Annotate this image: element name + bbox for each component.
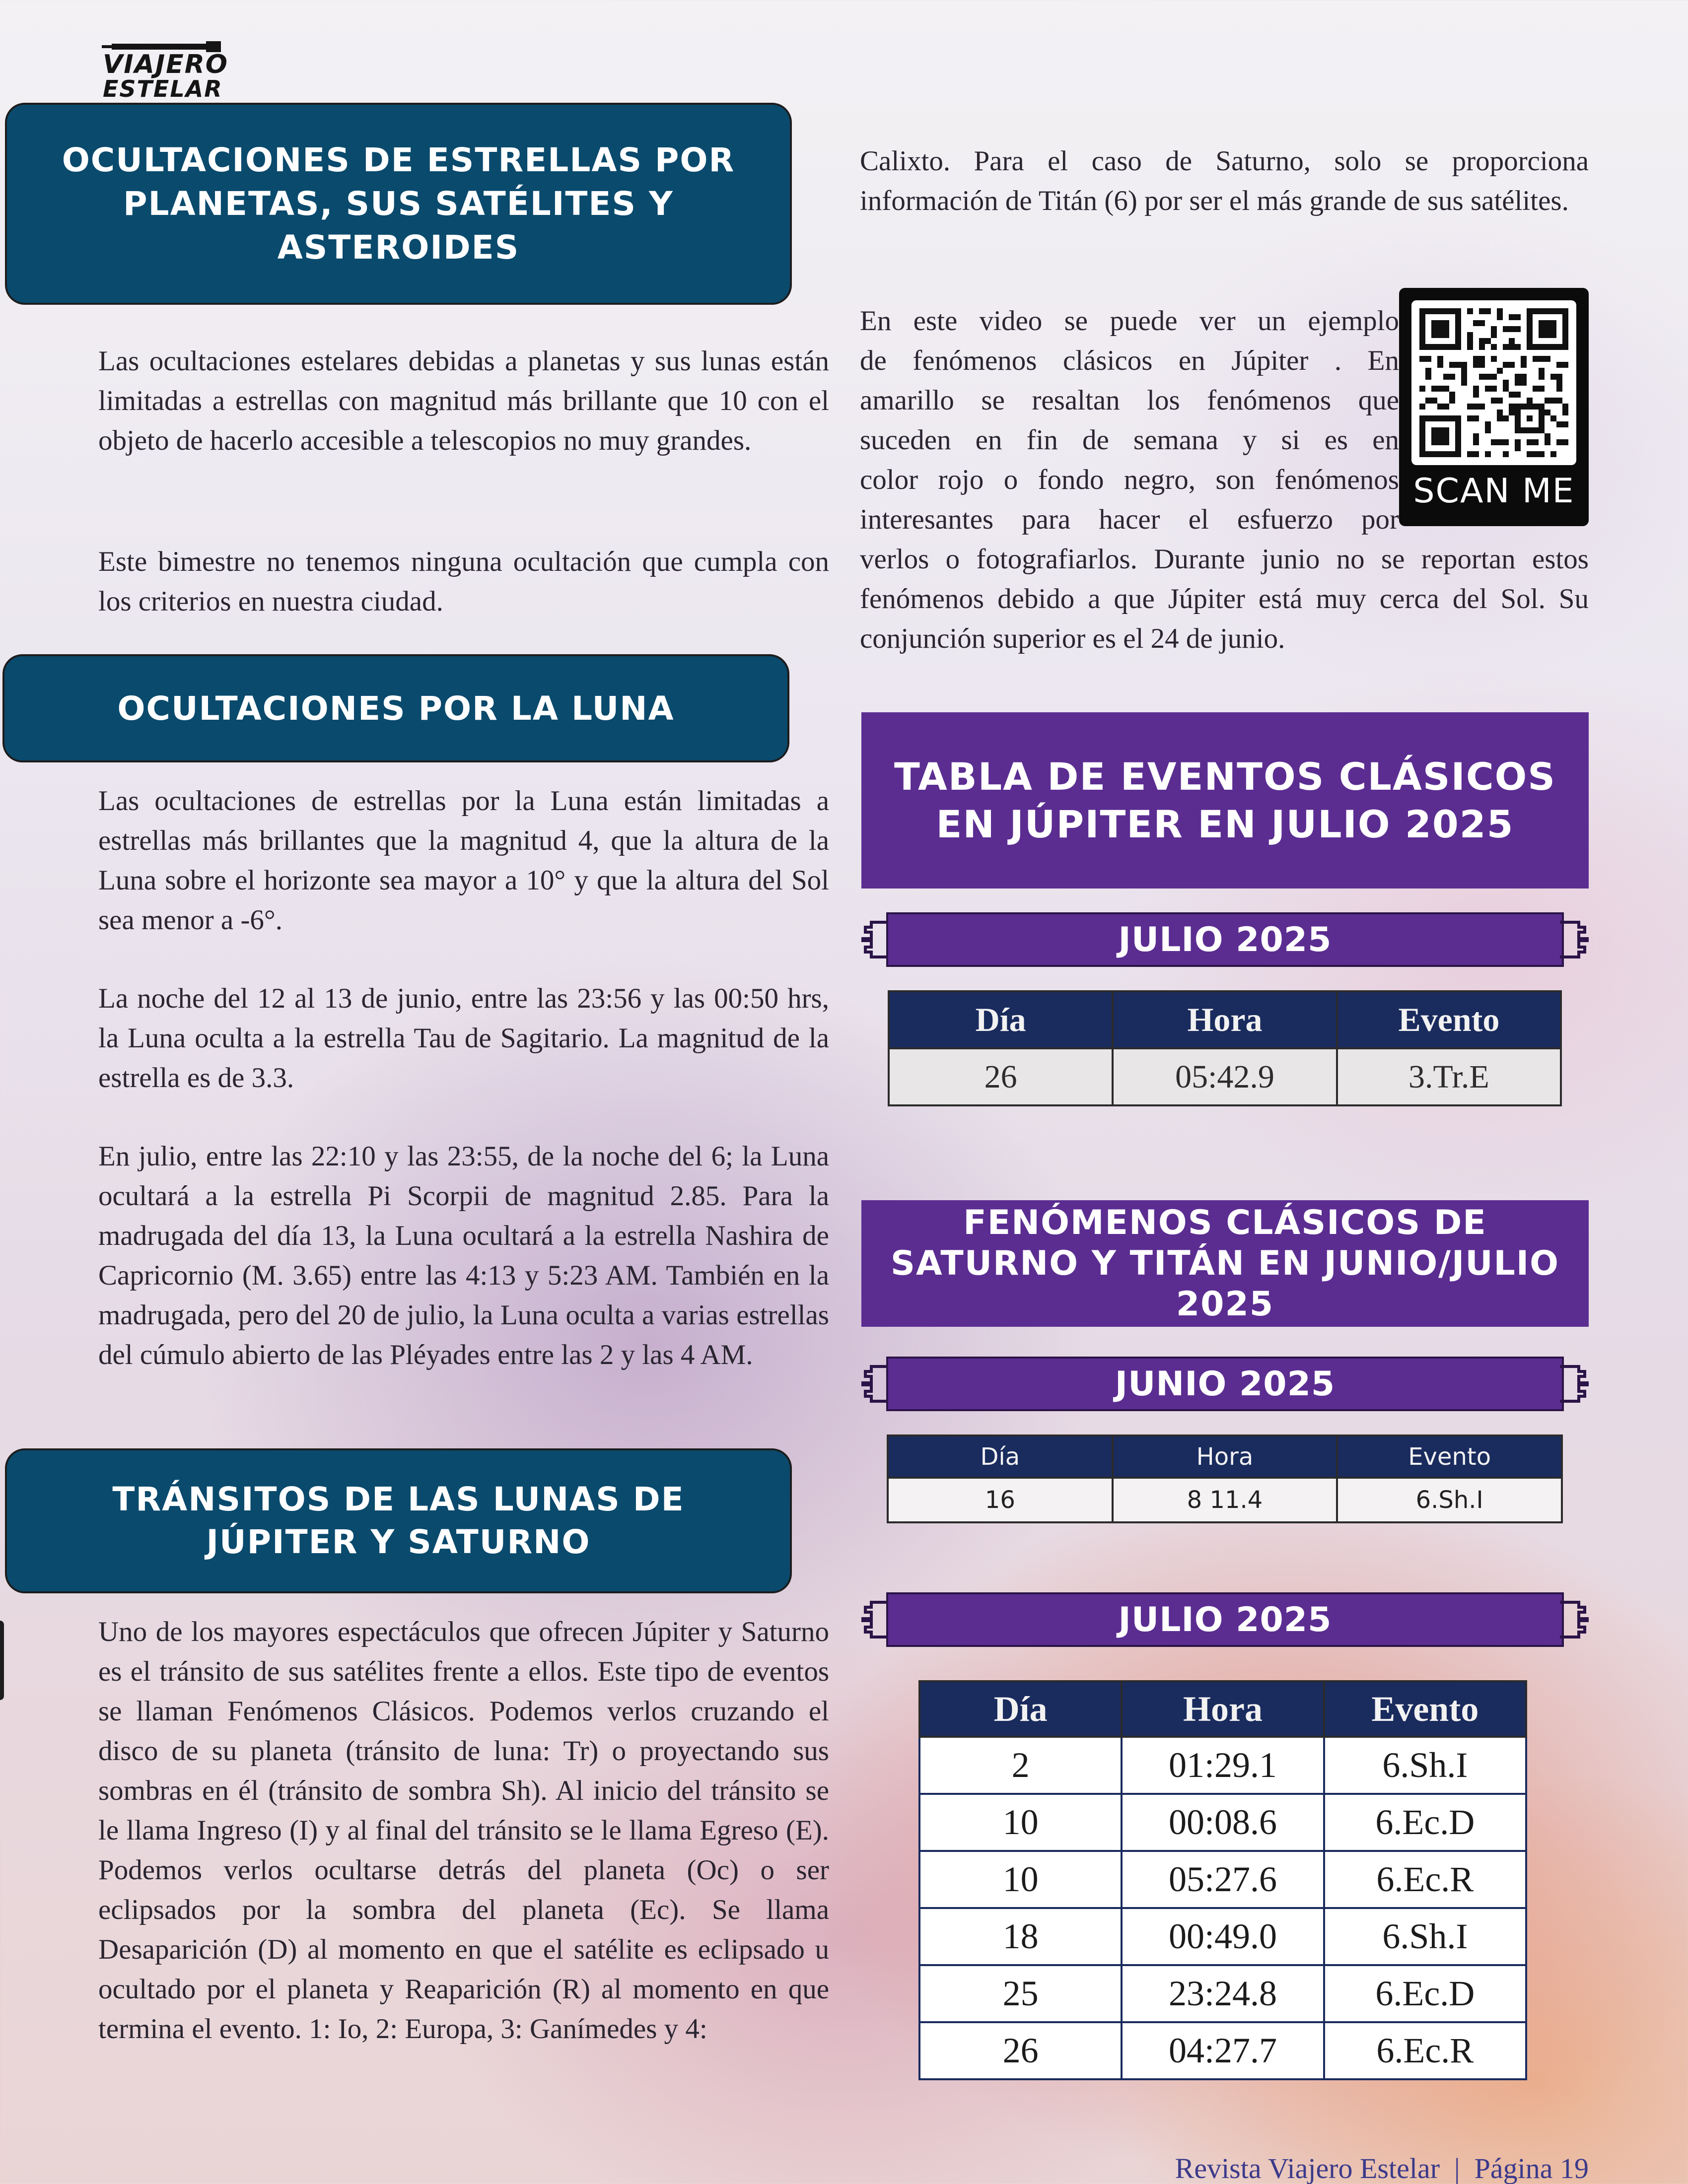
table-row [919, 1794, 1526, 1851]
column-header: Día [888, 1435, 1113, 1478]
paragraph-planet-occultations-2: Este bimestre no tenemos ninguna ocultación que cumpla con los criterios en nuestra ciudad. [98, 546, 829, 617]
column-header: Día [919, 1681, 1122, 1737]
table-cell: 10 [919, 1851, 1122, 1908]
table-cell: 16 [888, 1478, 1113, 1522]
qr-code-card[interactable] [1399, 288, 1589, 526]
table-cell: 23:24.8 [1122, 1965, 1324, 2022]
paragraph-moon-occultations-2: La noche del 12 al 13 de junio, entre las 23:56 y las 00:50 hrs, la Luna oculta a la estrella Tau de Sagitario. La magnitud de la estrella es de 3.3. [98, 983, 829, 1093]
table-cell: 6.Sh.I [1324, 1908, 1526, 1965]
table-cell: 04:27.7 [1122, 2022, 1324, 2079]
text-line: interesantes para hacer el esfuerzo por [860, 504, 1399, 535]
page-edge-tab [0, 1621, 4, 1700]
column-header: Hora [1113, 991, 1336, 1048]
table-row [888, 1478, 1562, 1522]
text-line: En este video se puede ver un ejemplo [860, 305, 1399, 337]
table-cell: 8 11.4 [1113, 1478, 1337, 1522]
table-cell: 26 [919, 2022, 1122, 2079]
banner-saturn-july [861, 1592, 1589, 1647]
column-header: Hora [1122, 1681, 1324, 1737]
text-line: amarillo se resaltan los fenómenos que [860, 385, 1399, 416]
text-line: color rojo o fondo negro, son fenómenos [860, 464, 1399, 495]
table-row [889, 1048, 1561, 1105]
paragraph-moon-occultations-1: Las ocultaciones de estrellas por la Luna están limitadas a estrellas más brillantes que la magnitud 4, que la altura de la Luna sobre el horizonte sea mayor a 10° y que la altura del Sol sea menor a -6°. [98, 785, 829, 936]
qr-code-icon[interactable] [1411, 300, 1576, 465]
saturn-july-table [918, 1680, 1527, 2080]
table-row [919, 1908, 1526, 1965]
saturn-june-table [887, 1434, 1563, 1523]
table-cell: 00:08.6 [1122, 1794, 1324, 1851]
magazine-logo [97, 35, 231, 102]
paragraph-planet-occultations-1: Las ocultaciones estelares debidas a planetas y sus lunas están limitadas a estrellas con magnitud más brillante que 10 con el objeto de hacerlo accesible a telescopios no muy grandes. [98, 345, 829, 456]
paragraph-transits-2: Calixto. Para el caso de Saturno, solo se proporciona información de Titán (6) por ser el más grande de sus satélites. [860, 145, 1589, 216]
paragraph-transits-1: Uno de los mayores espectáculos que ofrecen Júpiter y Saturno es el tránsito de sus satélites frente a ellos. Este tipo de eventos se llaman Fenómenos Clásicos. Podemos verlos cruzando el disco de su planeta (tránsito de luna: Tr) o proyectando sus sombras en él (tránsito de sombra Sh). Al inicio del tránsito se le llama Ingreso (I) y al final del tránsito se le llama Egreso (E). Podemos verlos ocultarse detrás del planeta (Oc) o ser eclipsados por la sombra del planeta (Ec). Se llama Desaparición (D) al momento en que el satélite es eclipsado u ocultado por el planeta y Reaparición (R) al momento en que termina el evento. 1: Io, 2: Europa, 3: Ganímedes y 4: [98, 1616, 829, 2045]
table-cell: 6.Sh.I [1337, 1478, 1562, 1522]
table-cell: 6.Ec.R [1324, 2022, 1526, 2079]
text-line: suceden en fin de semana y si es en [860, 424, 1399, 456]
qr-scan-label: SCAN ME [1413, 472, 1575, 511]
banner-end-ornament-icon [1559, 1597, 1589, 1642]
table-cell: 26 [889, 1048, 1113, 1105]
table-row [919, 1737, 1526, 1794]
table-row [919, 1851, 1526, 1908]
column-header: Evento [1337, 991, 1561, 1048]
table-cell: 18 [919, 1908, 1122, 1965]
table-cell: 2 [919, 1737, 1122, 1794]
page-footer: Revista Viajero Estelar | Página 19 [1175, 2152, 1589, 2184]
column-header: Evento [1324, 1681, 1526, 1737]
logo-text-line2: ESTELAR [103, 75, 223, 102]
section-header-saturn-events: FENÓMENOS CLÁSICOS DE SATURNO Y TITÁN EN JUNIO/JULIO 2025 [861, 1200, 1589, 1327]
table-cell: 6.Ec.R [1324, 1851, 1526, 1908]
section-header-jupiter-events: TABLA DE EVENTOS CLÁSICOS EN JÚPITER EN JULIO 2025 [861, 712, 1589, 888]
table-cell: 10 [919, 1794, 1122, 1851]
section-header-transits: TRÁNSITOS DE LAS LUNAS DE JÚPITER Y SATURNO [5, 1448, 792, 1593]
banner-saturn-june [861, 1357, 1589, 1411]
banner-label: JUNIO 2025 [886, 1357, 1564, 1411]
section-header-moon-occultations: OCULTACIONES POR LA LUNA [2, 654, 789, 762]
table-row [919, 1965, 1526, 2022]
banner-label: JULIO 2025 [886, 1592, 1564, 1647]
logo-text-line1: VIAJERO [103, 50, 228, 79]
banner-jupiter-july [861, 912, 1589, 967]
text-line: de fenómenos clásicos en Júpiter . En [860, 345, 1399, 376]
section-header-planet-occultations: OCULTACIONES DE ESTRELLAS POR PLANETAS, SUS SATÉLITES Y ASTEROIDES [5, 103, 792, 305]
table-cell: 25 [919, 1965, 1122, 2022]
jupiter-events-table [888, 990, 1562, 1106]
banner-end-ornament-icon [1559, 1362, 1589, 1406]
table-cell: 01:29.1 [1122, 1737, 1324, 1794]
paragraph-moon-occultations-3: En julio, entre las 22:10 y las 23:55, de la noche del 6; la Luna ocultará a la estrella Pi Scorpii de magnitud 2.85. Para la madrugada del día 13, la Luna ocultará a la estrella Nashira de Capricornio (M. 3.65) entre las 4:13 y 5:23 AM. También en la madrugada, pero del 20 de julio, la Luna oculta a varias estrellas del cúmulo abierto de las Pléyades entre las 2 y las 4 AM. [98, 1141, 829, 1370]
table-row [919, 2022, 1526, 2079]
banner-label: JULIO 2025 [886, 912, 1564, 967]
table-cell: 6.Ec.D [1324, 1965, 1526, 2022]
table-cell: 6.Ec.D [1324, 1794, 1526, 1851]
banner-end-ornament-icon [1559, 917, 1589, 962]
table-cell: 00:49.0 [1122, 1908, 1324, 1965]
column-header: Hora [1113, 1435, 1337, 1478]
column-header: Evento [1337, 1435, 1562, 1478]
column-header: Día [889, 991, 1113, 1048]
table-cell: 6.Sh.I [1324, 1737, 1526, 1794]
table-cell: 05:27.6 [1122, 1851, 1324, 1908]
paragraph-transits-3-rest: verlos o fotografiarlos. Durante junio no se reportan estos fenómenos debido a que Júpiter está muy cerca del Sol. Su conjunción superior es el 24 de junio. [860, 544, 1589, 654]
paragraph-transits-3-wrapped [860, 301, 1399, 540]
table-cell: 05:42.9 [1113, 1048, 1336, 1105]
table-cell: 3.Tr.E [1337, 1048, 1561, 1105]
